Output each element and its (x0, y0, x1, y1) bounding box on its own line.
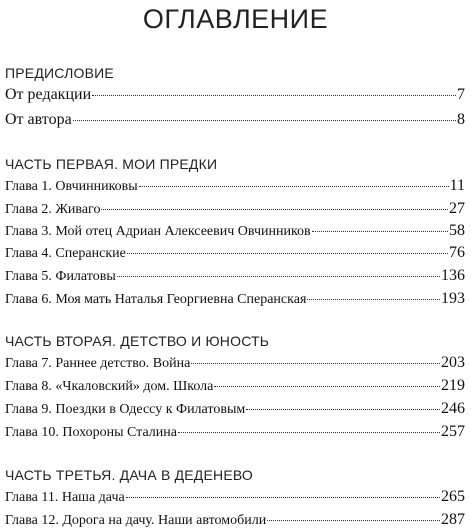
toc-entry[interactable] (5, 353, 465, 373)
entry-title: Глава 6. Моя мать Наталья Георгиевна Сперанская (5, 292, 307, 307)
section-heading-preface: ПРЕДИСЛОВИЕ (5, 65, 114, 81)
toc-entry[interactable] (5, 199, 465, 219)
section-heading-part-1: ЧАСТЬ ПЕРВАЯ. МОИ ПРЕДКИ (5, 156, 218, 172)
section-heading-part-3: ЧАСТЬ ТРЕТЬЯ. ДАЧА В ДЕДЕНЕВО (5, 467, 254, 483)
page-number: 203 (441, 354, 465, 371)
entry-title: Глава 5. Филатовы (5, 269, 116, 284)
page-number: 7 (457, 86, 465, 103)
page-number: 257 (441, 423, 465, 440)
dot-leader (139, 185, 449, 187)
toc-entry[interactable] (5, 221, 465, 241)
entry-title: Глава 2. Живаго (5, 202, 101, 217)
entry-title: Глава 8. «Чкаловский» дом. Школа (5, 379, 214, 394)
dot-leader (117, 275, 440, 277)
dot-leader (73, 119, 456, 121)
toc-entry[interactable] (5, 487, 465, 507)
dot-leader (178, 431, 440, 433)
entry-title: Глава 4. Сперанские (5, 246, 126, 261)
dot-leader (267, 519, 440, 521)
entry-title: Глава 7. Раннее детство. Война (5, 356, 191, 371)
toc-entry[interactable] (5, 289, 465, 309)
entry-title: Глава 10. Похороны Сталина (5, 425, 177, 440)
toc-entry[interactable] (5, 422, 465, 442)
page-number: 265 (441, 488, 465, 505)
dot-leader (92, 94, 456, 96)
toc-entry[interactable] (5, 510, 465, 530)
entry-title: Глава 11. Наша дача (5, 490, 125, 505)
entry-title: Глава 9. Поездки в Одессу к Филатовым (5, 402, 246, 417)
entry-title: Глава 12. Дорога на дачу. Наши автомобили (5, 513, 267, 528)
page-number: 27 (449, 200, 465, 217)
dot-leader (246, 408, 440, 410)
toc-entry[interactable] (5, 176, 465, 196)
toc-entry[interactable] (5, 399, 465, 419)
entry-title: От автора (5, 111, 72, 128)
page-number: 246 (441, 400, 465, 417)
entry-title: Глава 3. Мой отец Адриан Алексеевич Овчинников (5, 224, 311, 239)
dot-leader (307, 298, 440, 300)
entry-title: От редакции (5, 86, 92, 103)
page-number: 11 (449, 177, 465, 194)
dot-leader (191, 362, 440, 364)
page-number: 136 (441, 267, 465, 284)
page-title: ОГЛАВЛЕНИЕ (142, 4, 329, 34)
toc-entry[interactable] (5, 243, 465, 263)
page-number: 193 (441, 290, 465, 307)
dot-leader (126, 496, 440, 498)
dot-leader (101, 208, 448, 210)
toc-entry[interactable] (5, 376, 465, 396)
dot-leader (127, 252, 448, 254)
page-number: 287 (441, 511, 465, 528)
page-number: 76 (449, 244, 465, 261)
toc-entry[interactable] (5, 85, 465, 105)
entry-title: Глава 1. Овчинниковы (5, 179, 138, 194)
page-number: 219 (441, 377, 465, 394)
page-number: 58 (449, 222, 465, 239)
dot-leader (214, 385, 440, 387)
page-number: 8 (457, 111, 465, 128)
dot-leader (312, 230, 448, 232)
toc-entry[interactable] (5, 266, 465, 286)
toc-entry[interactable] (5, 110, 465, 130)
section-heading-part-2: ЧАСТЬ ВТОРАЯ. ДЕТСТВО И ЮНОСТЬ (5, 333, 270, 349)
